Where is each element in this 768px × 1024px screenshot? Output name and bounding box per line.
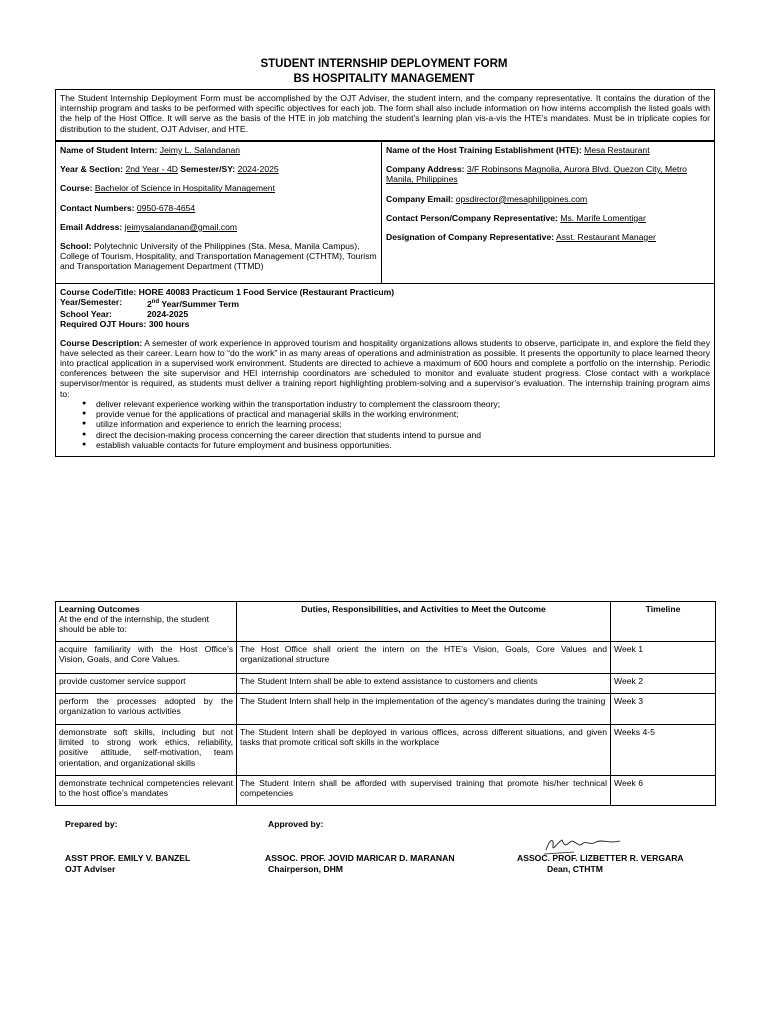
adviser-block xyxy=(65,853,190,874)
contact-person: Ms. Marife Lomentigar xyxy=(560,212,646,223)
school-name: Polytechnic University of the Philippines (Sta. Mesa, Manila Campus), College of Tourism, Hospitality, and Transportation Management (CTHTM), Tourism and Transportation Management Department (TTMD) xyxy=(60,241,377,272)
company-address: 3/F Robinsons Magnolia, Aurora Blvd. Quezon City, Metro Manila, Philippines xyxy=(386,164,687,185)
school-year-row xyxy=(60,309,710,319)
course-name: Bachelor of Science in Hospitality Management xyxy=(94,183,275,194)
semester: 2024-2025 xyxy=(237,164,279,175)
timeline-header: Timeline xyxy=(611,602,716,642)
intro-box: The Student Internship Deployment Form must be accomplished by the OJT Adviser, the student intern, and the company representative. It contains the duration of the internship program and tasks to be performed with specific objectives for each job. The form shall also include information on how interns accomplish the listed goals with the help of the Host Office. It will serve as the basis of the HTE in job matching the student’s learning plan vis-a-vis the HTE’s mandates. Must be in triplicate copies for distribution to the student, OJT Adviser, and HTE. xyxy=(55,89,715,141)
lo-cell: acquire familiarity with the Host Office’s Vision, Goals, and Core Values. xyxy=(56,642,237,674)
contact-label: Contact Numbers: xyxy=(60,202,135,213)
adviser-name: ASST PROF. EMILY V. BANZEL xyxy=(65,853,191,863)
lo-cell: provide customer service support xyxy=(56,674,237,694)
school-label: School: xyxy=(60,241,92,252)
table-header-row xyxy=(56,602,716,642)
school-year: 2024-2025 xyxy=(147,309,189,320)
student-name: Jeimy L. Salandanan xyxy=(159,145,241,155)
ojt-hours-label: Required OJT Hours: xyxy=(60,319,147,330)
course-code: HORE 40083 Practicum 1 Food Service (Restaurant Practicum) xyxy=(138,287,395,297)
table-row xyxy=(56,674,716,694)
lo-cell: demonstrate soft skills, including but not limited to strong work ethics, reliability, positive attitude, self-motivation, team orientation, and organizational skills xyxy=(56,725,237,776)
list-item: ● utilize information and experience to enrich the learning process; xyxy=(96,419,710,429)
table-row xyxy=(56,776,716,806)
duty-cell: The Student Intern shall be deployed in various offices, across different situations, and given tasks that promote critical soft skills in the workplace xyxy=(237,725,611,776)
timeline-cell: Weeks 4-5 xyxy=(611,725,716,776)
list-item: ● provide venue for the applications of practical and managerial skills in the working environment; xyxy=(96,409,710,419)
info-box xyxy=(55,141,715,284)
list-item: ● establish valuable contacts for future employment and business opportunities. xyxy=(96,440,710,450)
course-box xyxy=(55,283,715,457)
dean-name: ASSOC. PROF. LIZBETTER R. VERGARA xyxy=(517,853,684,863)
company-email-label: Company Email: xyxy=(386,193,454,204)
course-description xyxy=(60,338,710,399)
company-address-label: Company Address: xyxy=(386,164,465,175)
dean-title: Dean, CTHTM xyxy=(547,863,603,874)
dean-block xyxy=(517,853,684,874)
prepared-by-label: Prepared by: xyxy=(65,819,118,829)
lo-header xyxy=(56,602,237,642)
course-code-row xyxy=(60,287,710,297)
company-email: opsdirector@mesaphilippines.com xyxy=(455,193,588,204)
year-section-label: Year & Section: xyxy=(60,164,124,175)
list-item: ● direct the decision-making process concerning the career direction that students intend to pursue and xyxy=(96,430,710,440)
adviser-title: OJT Adviser xyxy=(65,863,116,874)
lo-cell: demonstrate technical competencies relevant to the host office’s mandates xyxy=(56,776,237,806)
timeline-cell: Week 6 xyxy=(611,776,716,806)
duty-cell: The Student Intern shall be able to extend assistance to customers and clients xyxy=(237,674,611,694)
ojt-hours-row xyxy=(60,319,710,329)
hte-label: Name of the Host Training Establishment (HTE): xyxy=(386,145,582,155)
hte-name: Mesa Restaurant xyxy=(584,145,650,155)
lo-cell: perform the processes adopted by the organization to various activities xyxy=(56,694,237,725)
duty-cell: The Host Office shall orient the intern on the HTE’s Vision, Goals, Core Values and organizational structure xyxy=(237,642,611,674)
form-subtitle: BS HOSPITALITY MANAGEMENT xyxy=(293,73,475,85)
lo-header-title: Learning Outcomes xyxy=(59,604,140,614)
aims-list xyxy=(60,399,710,450)
lo-header-sub: At the end of the internship, the student should be able to: xyxy=(59,614,210,635)
student-name-label: Name of Student Intern: xyxy=(60,145,158,155)
learning-outcomes-table xyxy=(55,601,716,806)
timeline-cell: Week 3 xyxy=(611,694,716,725)
list-item: ● deliver relevant experience working within the transportation industry to complement the classroom theory; xyxy=(96,399,710,409)
form-title: STUDENT INTERNSHIP DEPLOYMENT FORM xyxy=(260,58,508,70)
year-semester-label: Year/Semester: xyxy=(60,297,123,308)
course-code-label: Course Code/Title: xyxy=(60,287,137,297)
duty-cell: The Student Intern shall help in the implementation of the agency’s mandates during the training xyxy=(237,694,611,725)
ojt-hours: 300 hours xyxy=(148,319,190,330)
contact-person-label: Contact Person/Company Representative: xyxy=(386,212,558,223)
duties-header: Duties, Responsibilities, and Activities to Meet the Outcome xyxy=(237,602,611,642)
chair-name: ASSOC. PROF. JOVID MARICAR D. MARANAN xyxy=(265,853,455,863)
company-info xyxy=(382,142,714,283)
year-semester: 2nd Year/Summer Term xyxy=(147,299,240,310)
table-row xyxy=(56,725,716,776)
chair-title: Chairperson, DHM xyxy=(268,863,343,874)
student-info xyxy=(56,142,382,283)
timeline-cell: Week 2 xyxy=(611,674,716,694)
course-description-text: A semester of work experience in approved tourism and hospitality organizations allows students to observe, participate in, and explore the field they have selected as their career. Learn how to “do the work” in as many areas of operations and administration as possible. It presents the opportunity to place learned theory into practical application in a supervised work environment. Students are directed to achieve a maximum of 600 hours and complete a portfolio on the internship. Periodic conferences between the site supervisor and HEI internship coordinators are scheduled to monitor and evaluate student progress. Close contact with a workplace supervisor/mentor is required, as students must deliver a training report highlighting problem-solving and a supervisor’s evaluation. The internship training program aims to: xyxy=(60,337,710,399)
contact-number: 0950-678-4654 xyxy=(136,202,196,213)
course-description-label: Course Description: xyxy=(60,337,143,348)
course-label: Course: xyxy=(60,183,93,194)
year-semester-row xyxy=(60,297,710,309)
school-year-label: School Year: xyxy=(60,309,112,320)
table-row xyxy=(56,694,716,725)
designation: Asst. Restaurant Manager xyxy=(556,232,656,243)
table-row xyxy=(56,642,716,674)
duty-cell: The Student Intern shall be afforded with supervised training that promote his/her technical competencies xyxy=(237,776,611,806)
year-section: 2nd Year - 4D xyxy=(125,164,178,175)
chair-block xyxy=(265,853,455,874)
email-label: Email Address: xyxy=(60,221,123,232)
semester-label: Semester/SY: xyxy=(180,164,236,175)
timeline-cell: Week 1 xyxy=(611,642,716,674)
approved-by-label: Approved by: xyxy=(268,819,324,829)
designation-label: Designation of Company Representative: xyxy=(386,232,555,243)
student-email: jeimysalandanan@gmail.com xyxy=(124,221,238,232)
